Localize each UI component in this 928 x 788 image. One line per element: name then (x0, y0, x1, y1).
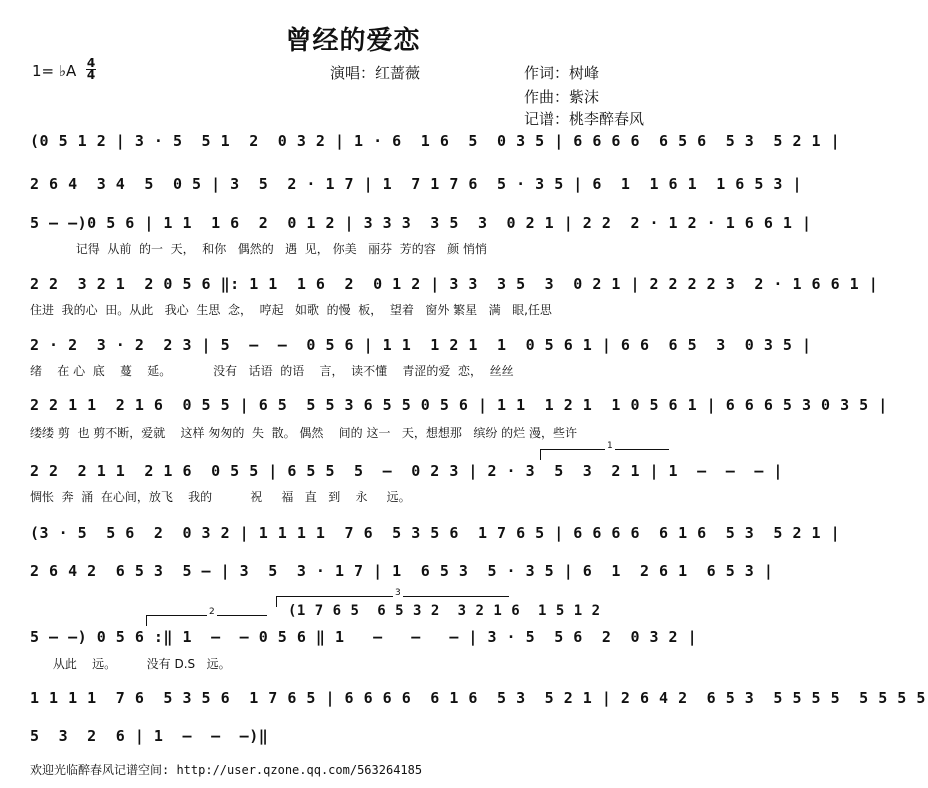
score-row-12: 5 3 2 6 | 1 – – –)‖ (30, 727, 269, 745)
key-signature: 1= ♭A (32, 62, 77, 80)
transcriber-credit: 记谱：桃李醉春风 (524, 110, 645, 128)
volta-3: 3 (276, 596, 509, 607)
score-row-1: (0 5 1 2 | 3 · 5 5 1 2 0 3 2 | 1 · 6 1 6 5 0 3 5 | 6 6 6 6 6 5 6 5 3 5 2 1 | (30, 132, 841, 150)
time-signature-bottom: 4 (86, 68, 96, 82)
volta-2: 2 (146, 615, 267, 626)
lyric-row-10: 从此 远。 没有 D.S 远。 (30, 657, 231, 671)
score-row-3: 5 – –)0 5 6 | 1 1 1 6 2 0 1 2 | 3 3 3 3 5 3 0 2 1 | 2 2 2 · 1 2 · 1 6 6 1 | (30, 214, 812, 232)
lyric-row-6: 缕缕 剪 也 剪不断，爱就 这样 匆匆的 失 散。 偶然 间的 这一 天，想想那 缤纷 的烂 漫，些许 (30, 426, 577, 440)
composer-credit: 作曲：紫沫 (524, 88, 600, 106)
time-signature-top: 4 (86, 56, 96, 70)
score-row-4: 2 2 3 2 1 2 0 5 6 ‖: 1 1 1 6 2 0 1 2 | 3 3 3 5 3 0 2 1 | 2 2 2 2 3 2 · 1 6 6 1 | (30, 275, 879, 293)
score-row-6: 2 2 1 1 2 1 6 0 5 5 | 6 5 5 5 3 6 5 5 0 5 6 | 1 1 1 2 1 1 0 5 6 1 | 6 6 6 5 3 0 3 5 | (30, 396, 888, 414)
footer-link-text: 欢迎光临醉春风记谱空间: http://user.qzone.qq.com/563264185 (30, 763, 423, 777)
score-row-11: 1 1 1 1 7 6 5 3 5 6 1 7 6 5 | 6 6 6 6 6 1 6 5 3 5 2 1 | 2 6 4 2 6 5 3 5 5 5 5 5 5 5 5 (30, 689, 926, 707)
singer-credit: 演唱：红蔷薇 (330, 64, 421, 82)
score-row-8: (3 · 5 5 6 2 0 3 2 | 1 1 1 1 7 6 5 3 5 6 1 7 6 5 | 6 6 6 6 6 1 6 5 3 5 2 1 | (30, 524, 841, 542)
time-signature (86, 58, 96, 81)
song-title: 曾经的爱恋 (285, 26, 421, 56)
lyric-row-7: 惆怅 奔 涌 在心间，放飞 我的 祝 福 直 到 永 远。 (30, 490, 411, 504)
score-row-10: 5 – –) 0 5 6 :‖ 1 – – 0 5 6 ‖ 1 – – – | 3 · 5 5 6 2 0 3 2 | (30, 628, 698, 646)
lyricist-credit: 作词：树峰 (524, 64, 600, 82)
score-row-7: 2 2 2 1 1 2 1 6 0 5 5 | 6 5 5 5 – 0 2 3 | 2 · 3 5 3 2 1 | 1 – – – | (30, 462, 783, 480)
lyric-row-4: 住进 我的心 田。从此 我心 生思 念， 哼起 如歌 的慢 板， 望着 窗外 繁星 满 眼,任思 (30, 303, 552, 317)
volta-1: 1 (540, 449, 669, 460)
lyric-row-3: 记得 从前 的一 天， 和你 偶然的 遇 见， 你美 丽芬 芳的容 颜 悄悄 (30, 242, 487, 256)
score-row-5: 2 · 2 3 · 2 2 3 | 5 – – 0 5 6 | 1 1 1 2 1 1 0 5 6 1 | 6 6 6 5 3 0 3 5 | (30, 336, 812, 354)
score-row-9: 2 6 4 2 6 5 3 5 – | 3 5 3 · 1 7 | 1 6 5 3 5 · 3 5 | 6 1 2 6 1 6 5 3 | (30, 562, 774, 580)
score-row-10-interlude: (1 7 6 5 6 5 3 2 3 2 1 6 1 5 1 2 (288, 603, 601, 619)
lyric-row-5: 绪 在 心 底 蔓 延。 没有 话语 的语 言， 读不懂 青涩的爱 恋， 丝丝 (30, 364, 514, 378)
score-row-2: 2 6 4 3 4 5 0 5 | 3 5 2 · 1 7 | 1 7 1 7 6 5 · 3 5 | 6 1 1 6 1 1 6 5 3 | (30, 175, 802, 193)
